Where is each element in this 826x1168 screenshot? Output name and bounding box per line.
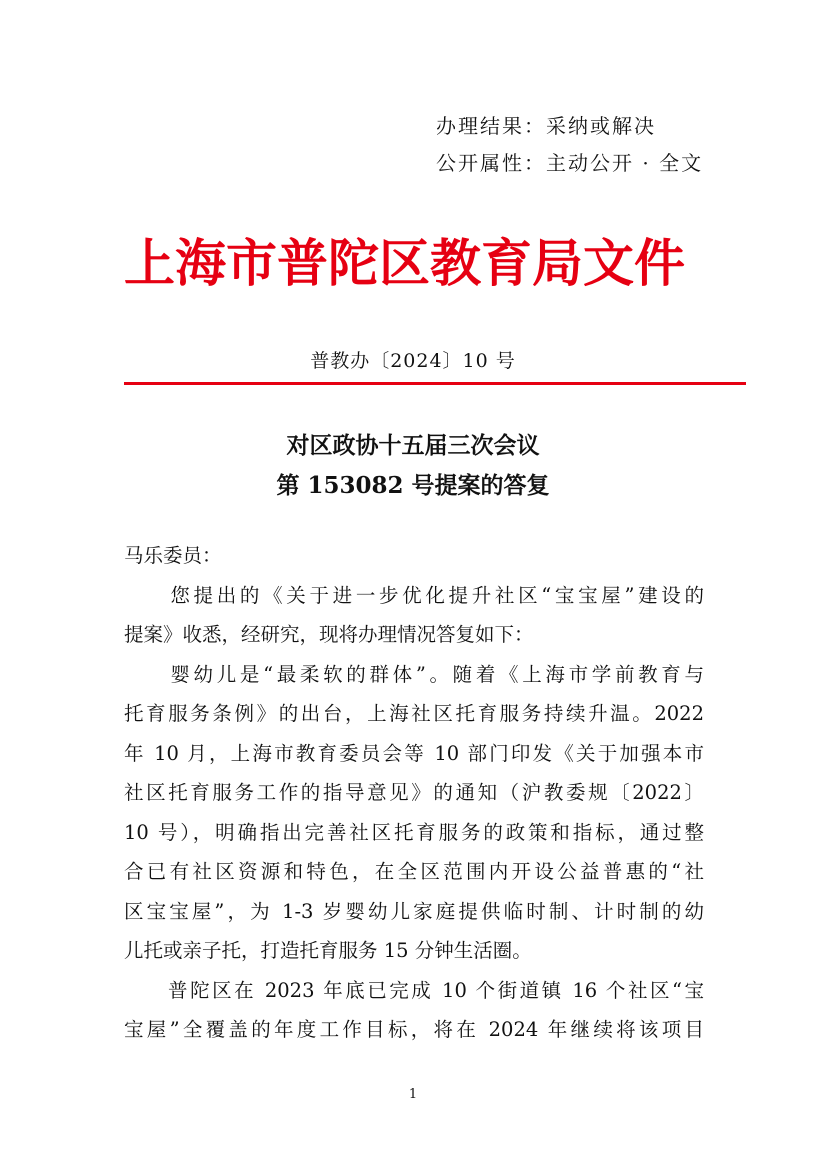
title-line-2: 第 153082 号提案的答复	[276, 472, 550, 499]
public-attribute: 公开属性：主动公开 · 全文	[436, 151, 704, 175]
document-masthead: 上海市普陀区教育局文件	[124, 234, 686, 294]
body-line: 托育服务条例》的出台，上海社区托育服务持续升温。2022	[124, 702, 704, 725]
red-divider-line	[124, 382, 746, 385]
body-line: 普陀区在 2023 年底已完成 10 个街道镇 16 个社区“宝	[124, 978, 704, 1002]
body-line: 合已有社区资源和特色，在全区范围内开设公益普惠的“社	[124, 860, 704, 883]
body-line: 年 10 月，上海市教育委员会等 10 部门印发《关于加强本市	[124, 741, 704, 765]
salutation: 马乐委员：	[124, 544, 222, 567]
body-line: 区宝宝屋”，为 1-3 岁婴幼儿家庭提供临时制、计时制的幼	[124, 899, 704, 923]
body-line: 提案》收悉，经研究，现将办理情况答复如下：	[124, 623, 534, 646]
body-line: 婴幼儿是“最柔软的群体”。随着《上海市学前教育与	[124, 662, 704, 686]
body-line: 10 号），明确指出完善社区托育服务的政策和指标，通过整	[124, 820, 704, 844]
document-number: 普教办〔2024〕10 号	[310, 350, 516, 372]
page-number: 1	[408, 1087, 418, 1102]
body-line: 社区托育服务工作的指导意见》的通知（沪教委规〔2022〕	[124, 781, 704, 804]
body-line: 您提出的《关于进一步优化提升社区“宝宝屋”建设的	[124, 583, 704, 607]
body-line: 宝屋”全覆盖的年度工作目标，将在 2024 年继续将该项目	[124, 1018, 704, 1041]
title-line-1: 对区政协十五届三次会议	[286, 432, 540, 459]
document-body	[124, 536, 704, 1050]
handling-result: 办理结果：采纳或解决	[436, 114, 656, 138]
body-line: 儿托或亲子托，打造托育服务 15 分钟生活圈。	[124, 939, 532, 962]
